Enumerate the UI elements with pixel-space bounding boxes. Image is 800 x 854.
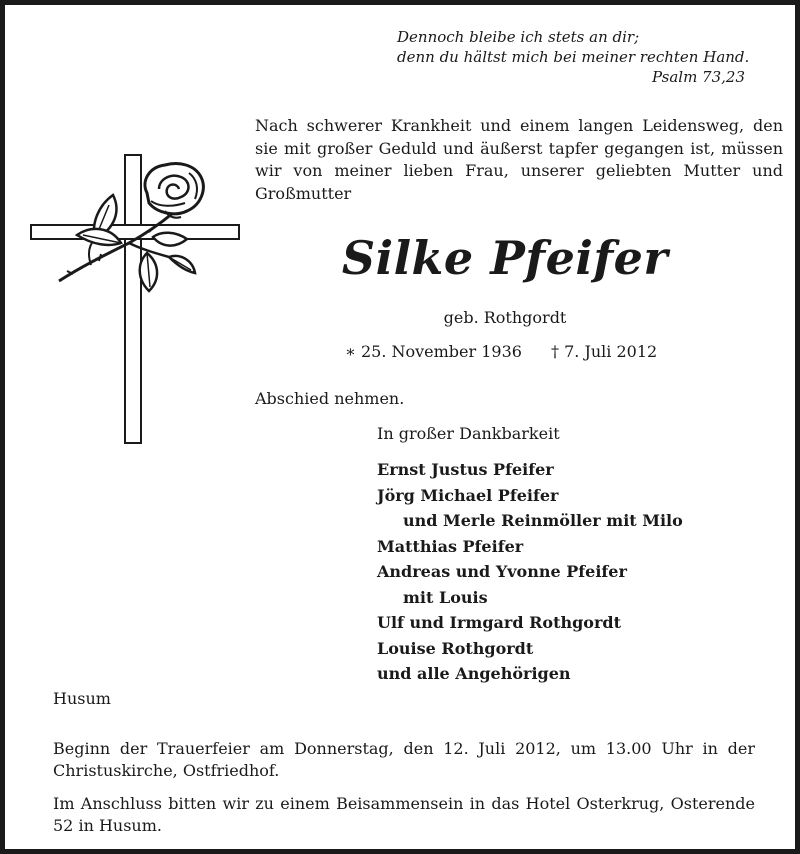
death-date: † 7. Juli 2012 bbox=[551, 342, 658, 361]
psalm-line-1: Dennoch bleibe ich stets an dir; bbox=[397, 28, 640, 46]
mourner-item: Matthias Pfeifer bbox=[377, 536, 524, 556]
birth-date: ∗ 25. November 1936 bbox=[345, 342, 522, 361]
mourner-item: Jörg Michael Pfeifer bbox=[377, 485, 559, 505]
mourner-item: Ulf und Irmgard Rothgordt bbox=[377, 613, 621, 632]
psalm-quote bbox=[397, 27, 750, 87]
cross-with-rose-icon bbox=[29, 153, 241, 445]
mourner-item: und alle Angehörigen bbox=[377, 664, 571, 683]
mourner-item: Ernst Justus Pfeifer bbox=[377, 460, 554, 479]
psalm-reference: Psalm 73,23 bbox=[651, 68, 745, 86]
place-name: Husum bbox=[53, 689, 111, 708]
intro-text: Nach schwerer Krankheit und einem langen Leidensweg, den sie mit großer Geduld und äußerst tapfer gegangen ist, müssen wir von meiner lieben Frau, unserer geliebten Mutter und Großmutter bbox=[255, 116, 783, 203]
mourner-item: mit Louis bbox=[403, 587, 488, 607]
psalm-line-2: denn du hältst mich bei meiner rechten Hand. bbox=[397, 48, 750, 66]
gratitude-text: In großer Dankbarkeit bbox=[377, 424, 560, 443]
farewell-text: Abschied nehmen. bbox=[255, 389, 405, 408]
mourner-item: Andreas und Yvonne Pfeifer bbox=[377, 562, 627, 581]
mourner-item: Louise Rothgordt bbox=[377, 638, 534, 658]
maiden-name: geb. Rothgordt bbox=[443, 308, 567, 327]
mourner-item: und Merle Reinmöller mit Milo bbox=[403, 511, 683, 530]
service-info: Beginn der Trauerfeier am Donnerstag, den 12. Juli 2012, um 13.00 Uhr in der Christuskirche, Ostfriedhof. bbox=[53, 739, 755, 780]
mourners-list bbox=[377, 457, 683, 687]
reception-info: Im Anschluss bitten wir zu einem Beisammensein in das Hotel Osterkrug, Osterende 52 in Husum. bbox=[53, 794, 755, 835]
deceased-name: Silke Pfeifer bbox=[341, 231, 669, 285]
